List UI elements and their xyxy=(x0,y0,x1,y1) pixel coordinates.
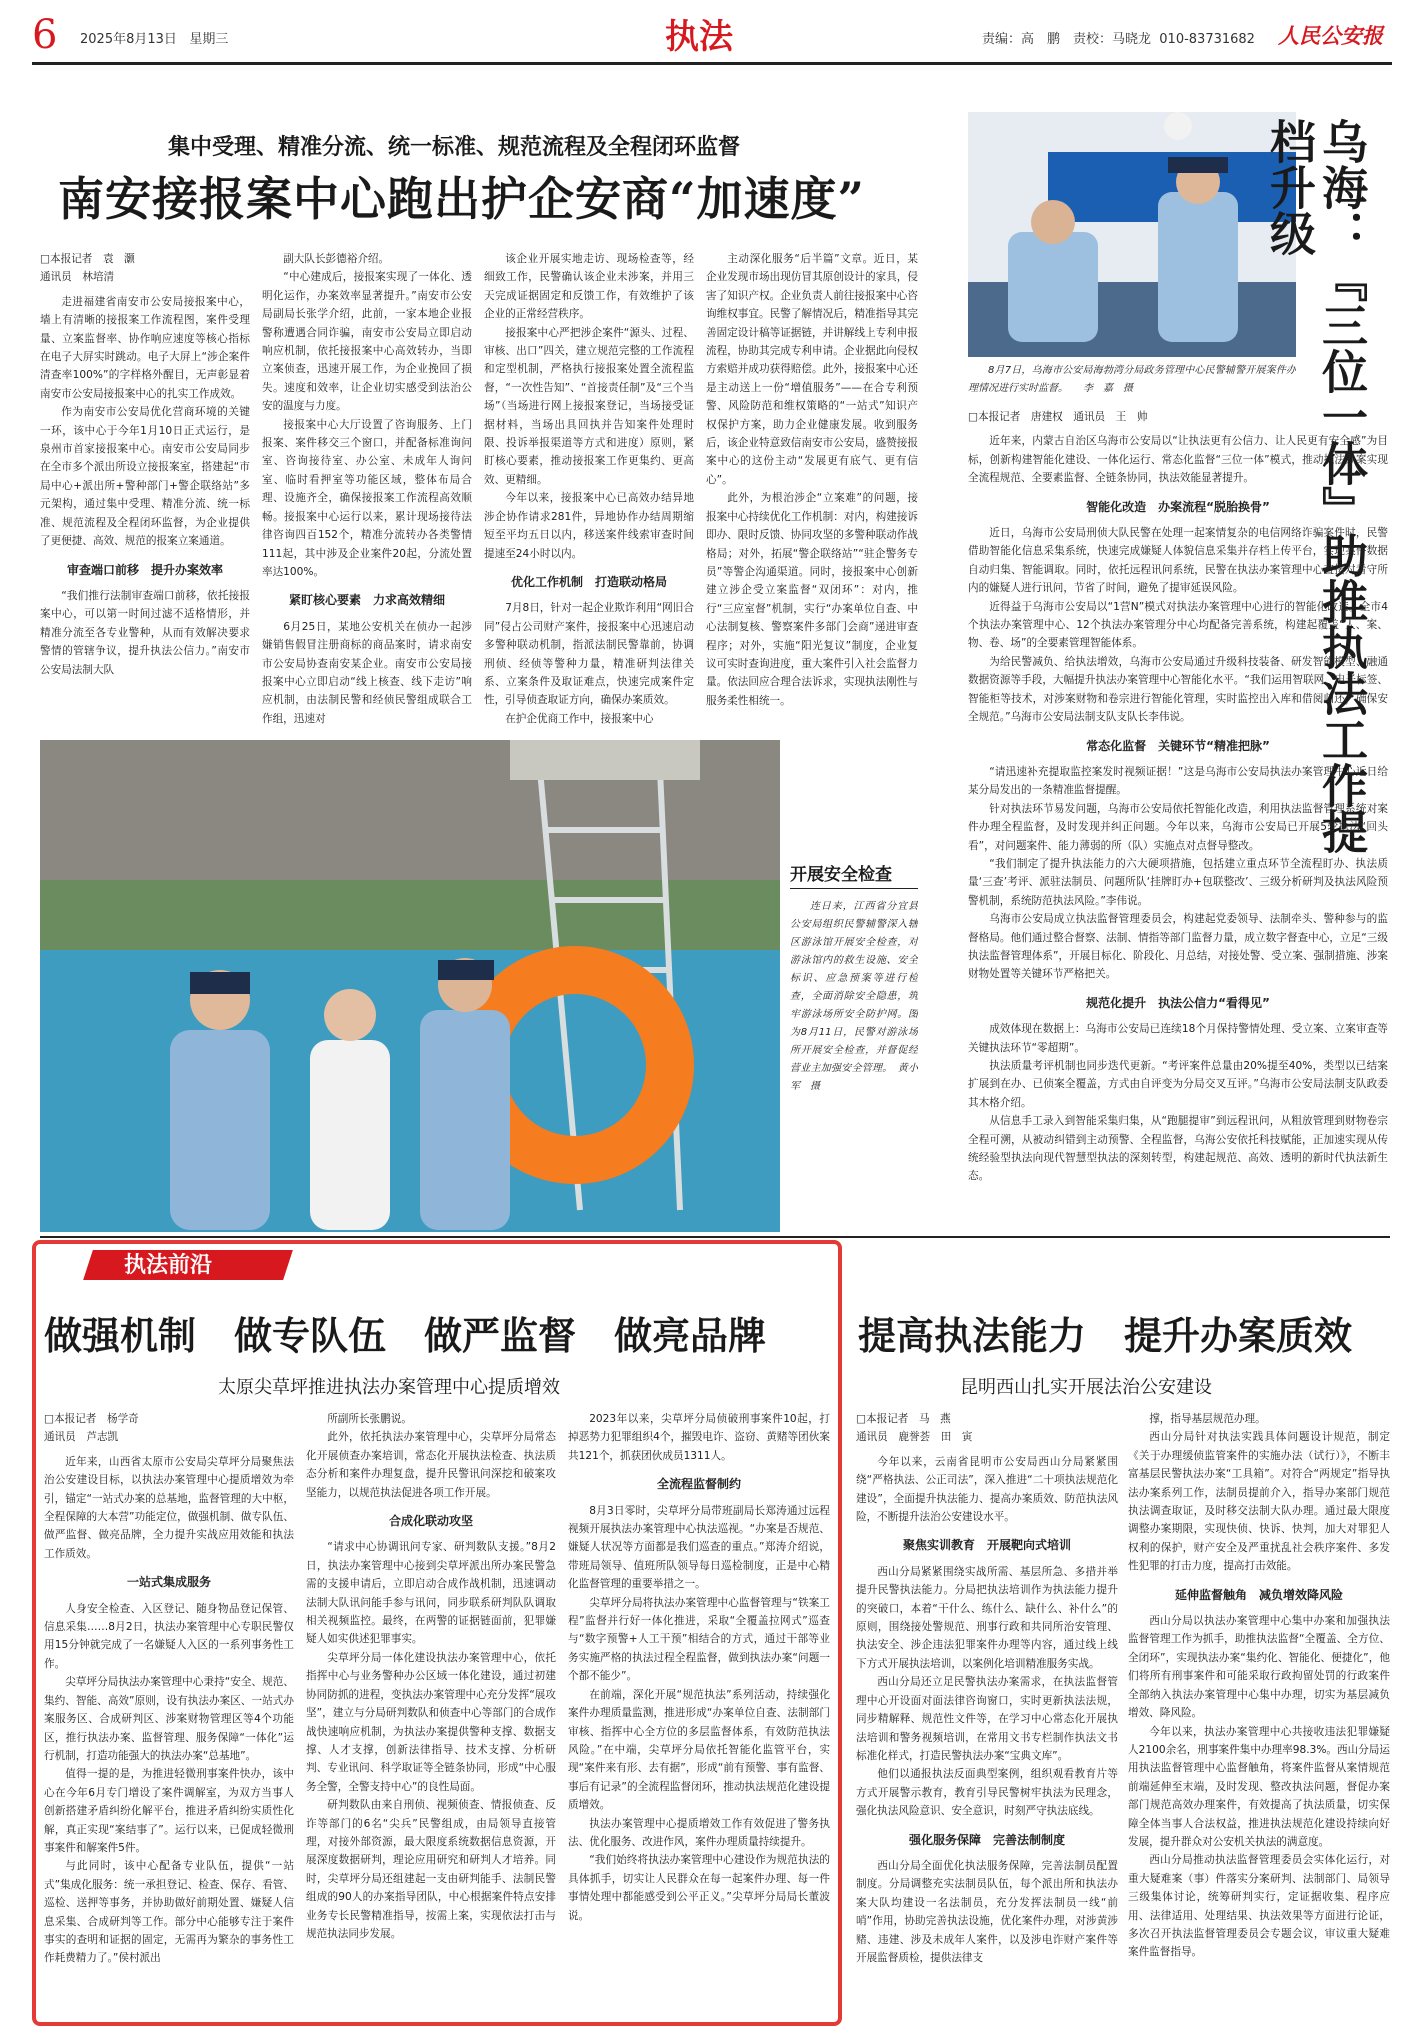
paragraph: 尖草坪分局将执法办案管理中心监督管理与“铁案工程”监督并行好一体化推进，采取“全覆盖拉网式”巡查与“数字预警+人工干预”相结合的方式，通过干部等业务实施严格的执法过程全程监督，做到执法办案“问题一个都不能少”。 xyxy=(568,1596,830,1683)
paragraph: 与此同时，该中心配备专业队伍，提供“一站式”集成化服务：统一承担登记、检查、保存、看管、巡检、送押等事务，并协助做好前期处置、嫌疑人信息采集、合成研判等工作。部分中心能够专注于案件事实的查明和证据的固定，无需再为繁杂的事务性工作耗费精力了。”侯村派出 xyxy=(44,1860,294,1965)
paragraph: 乌海市公安局成立执法监督管理委员会，构建起党委领导、法制牵头、警种参与的监督格局。他们通过整合督察、法制、情指等部门监督力量，成立数字督查中心，立足“三级执法监督管理体系”，开展目标化、阶段化、月总结，对接处警、受立案、强制措施、涉案财物处置等关键环节严格把关。 xyxy=(968,913,1388,981)
byline-correspondent: 通讯员 林培清 xyxy=(40,271,115,284)
paragraph: 他们以通报执法反面典型案例，组织观看教育片等方式开展警示教育，教育引导民警树牢执法为民理念，强化执法风险意识、安全意识，时刻严守执法底线。 xyxy=(856,1768,1118,1818)
frontline-headline: 做强机制 做专队伍 做严监督 做亮品牌 xyxy=(44,1313,767,1358)
paragraph: 近年来，内蒙古自治区乌海市公安局以“让执法更有公信力、让人民更有安全感”为目标，创新构建智能化建设、一体化运行、常态化监督“三位一体”模式，推动执法办案实现全流程规范、全要素监督、全链条协同，执法效能显著提升。 xyxy=(968,435,1388,485)
photo-illustration xyxy=(968,112,1296,357)
frontline-column-2 xyxy=(306,1410,556,2014)
paragraph: “请迅速补充提取监控案发时视频证据！”这是乌海市公安局执法办案管理中心近日给某分局发出的一条精准监督提醒。 xyxy=(968,765,1388,797)
paragraph: 接报案中心大厅设置了咨询服务、上门报案、案件移交三个窗口，并配备标准询问室、咨询接待室、办公室、未成年人询问室、临时看押室等功能区域，整体布局合理、设施齐全，确保接报案工作流程高效顺畅。接报案中心运行以来，累计现场接待法律咨询四百152个，精准分流转办各类警情111起，其中涉及企业案件20起，分流处置率达100%。 xyxy=(262,418,472,578)
article2-body xyxy=(968,408,1388,1228)
paragraph: 主动深化服务“后半篇”文章。近日，某企业发现市场出现仿冒其原创设计的家具，侵害了知识产权。企业负责人前往接报案中心咨询维权事宜。民警了解情况后，精准指导其完善固定设计稿等证据链，并讲解线上专利申报流程，协助其完成专利申请。企业据此向侵权方索赔并成功获得赔偿。此外，接报案中心还是主动送上一份“增值服务”——在合专利预警、风险防范和维权策略的“一站式”知识产权保护方案，助力企业健康发展。收到服务后，该企业特意致信南安市公安局，盛赞接报案中心的这份主动“发展更有底气、更有信心”。 xyxy=(706,253,918,486)
paragraph: 执法办案管理中心提质增效工作有效促进了警务执法、优化服务、改进作风，案件办理质量持续提升。 xyxy=(568,1817,830,1848)
paragraph: “我们推行法制审查端口前移，依托接报案中心，可以第一时间过滤不适格情形，并精准分流至各专业警种，从而有效解决要求警情的管辖争议，提升执法公信力。”南安市公安局法制大队 xyxy=(40,589,250,676)
subheading: 强化服务保障 完善法制制度 xyxy=(908,1832,1065,1847)
phone-text: 010-83731682 xyxy=(1159,32,1255,47)
paragraph: 从信息手工录入到智能采集归集，从“跑腿提审”到远程讯问，从粗放管理到财物卷宗全程可溯，从被动纠错到主动预警、全程监督，乌海公安依托科技赋能，正加速实现从传统经验型执法向现代智慧型执法的深刻转型，构建起规范、高效、透明的新时代执法新生态。 xyxy=(968,1115,1388,1183)
paragraph: 6月25日，某地公安机关在侦办一起涉嫌销售假冒注册商标的商品案时，请求南安市公安局协查南安某企业。南安市公安局接报案中心立即启动“线上核查、线下走访”响应机制，由法制民警和经侦民警组成联合工作组，迅速对 xyxy=(262,620,472,725)
page-number: 6 xyxy=(32,12,58,58)
paragraph: 针对执法环节易发问题，乌海市公安局依托智能化改造，利用执法监督管理系统对案件办理全程监督，及时发现并纠正问题。今年以来，乌海市公安局已开展5轮执法“回头看”，对问题案件、能力薄弱的所（队）实施点对点督导整改。 xyxy=(968,802,1388,852)
weekday-text: 星期三 xyxy=(189,32,229,47)
article2-headline: 乌海：『三位一体』助推执法工作提档升级 xyxy=(1263,118,1369,854)
paragraph: “中心建成后，接报案实现了一体化、透明化运作，办案效率显著提升。”南安市公安局副局长张学介绍，此前，一家本地企业报警称遭遇合同诈骗，南安市公安局立即启动响应机制，依托接报案中心高效转办，当即立案侦查，迅速开展工作，为企业挽回了损失。速度和效率，让企业切实感受到法治公安的温度与力度。 xyxy=(262,271,472,413)
paragraph: 近得益于乌海市公安局以“1营N”模式对执法办案管理中心进行的智能化改造。全市4个执法办案管理中心、12个执法办案管理分中心均配备完善系统，构建起覆盖“人、案、物、卷、场”的全要素管理智能体系。 xyxy=(968,600,1388,650)
paragraph: 执法质量考评机制也同步迭代更新。“考评案件总量由20%提至40%，类型以已结案扩展到在办、已侦案全覆盖，方式由自评变为分局交叉互评。”乌海市公安局法制支队政委其木格介绍。 xyxy=(968,1060,1388,1109)
subheading: 合成化联动攻坚 xyxy=(388,1514,473,1529)
newspaper-logo: 人民公安报 xyxy=(1278,23,1383,48)
paragraph: 2023年以来，尖草坪分局侦破刑事案件10起，打掉恶势力犯罪组织4个，摧毁电诈、盗窃、黄赌等团伙案共121个，抓获团伙成员1311人。 xyxy=(568,1413,830,1462)
article1-headline: 南安接报案中心跑出护企安商“加速度” xyxy=(58,172,865,226)
paragraph: 接报案中心严把涉企案件“源头、过程、审核、出口”四关，建立规范完整的工作流程和定型机制，严格执行接报案处置全流程监督，“一次性告知”、“首接责任制”及“三个当场”（当场进行网上接报案登记，当场接受证据材料，当场出具回执并告知案件处理时限、投诉举报渠道等方式和进度）原则，紧盯核心要素，推动接报案工作更集约、更高效、更精细。 xyxy=(484,326,694,486)
photo-illustration xyxy=(40,740,780,1232)
article3-subhead: 昆明西山扎实开展法治公安建设 xyxy=(960,1377,1212,1398)
paragraph: 今年以来，接报案中心已高效办结异地涉企协作请求281件，异地协作办结周期缩短至平均五日以内，移送案件线索审查时间提速至24小时以内。 xyxy=(484,492,694,560)
frontline-column-3 xyxy=(568,1410,830,2014)
photo2-title-rule xyxy=(790,888,918,889)
subheading: 优化工作机制 打造联动格局 xyxy=(510,574,667,589)
byline xyxy=(856,1410,1118,1447)
paragraph: 西山分局紧紧围绕实战所需、基层所急、多措并举提升民警执法能力。分局把执法培训作为执法能力提升的突破口，本着“干什么、练什么、缺什么、补什么”的原则，围绕接处警规范、刑事行政和共同所治安管理、执法安全、涉企违法犯罪案件办理等内容，通过线上线下方式开展执法培训，以案例化培训精准服务实战。 xyxy=(856,1565,1118,1670)
paragraph: 西山分局针对执法实践具体问题设计规范，制定《关于办理缓侦监管案件的实施办法（试行）》，不断丰富基层民警执法办案“工具箱”。对符合“两规定”指导执法办案系列工作，法制员提前介入，指导办案部门规范执法调查取证，及时移交法制大队办理。通过最大限度调整办案期限，实现快侦、快诉、快判，加大对罪犯人权利的保护，财产安全及严重扰乱社会秩序案件、多发性犯罪的打击力度，提高打击效能。 xyxy=(1128,1431,1390,1573)
paragraph: 撑，指导基层规范办理。 xyxy=(1149,1413,1266,1425)
paragraph: 西山分局推动执法监督管理委员会实体化运行，对重大疑难案（事）件落实分案研判、法制部门、局领导三级集体讨论，统筹研判实行，定证据收集、程序应用、法律适用、处理结果、执法效果等方面进行论证，多次召开执法监督管理委员会专题会议，审议重大疑难案件监督指导。 xyxy=(1128,1854,1390,1959)
pool-safety-photo xyxy=(40,740,780,1232)
frontline-column-1 xyxy=(44,1410,294,2014)
date-text: 2025年8月13日 xyxy=(80,32,177,47)
article1-kicker: 集中受理、精准分流、统一标准、规范流程及全程闭环监督 xyxy=(168,134,741,160)
paragraph: 今年以来，执法办案管理中心共接收违法犯罪嫌疑人2100余名，刑事案件集中办理率98.3%。西山分局运用执法监督管理中心监督触角，将案件监督从案情规范前端延伸至末端，及时发现、整改执法问题，督促办案部门规范高效办理案件，有效提高了执法质量，切实保障全体当事人合法权益，推进执法规范化建设持续向好发展，提升群众对公安机关执法的满意度。 xyxy=(1128,1725,1390,1848)
byline-reporter: □本报记者 杨学奇 xyxy=(44,1413,139,1425)
article3-column-1 xyxy=(856,1410,1118,2014)
paragraph: 该企业开展实地走访、现场检查等，经细致工作，民警确认该企业未涉案，并用三天完成证据固定和反馈工作，有效维护了该企业的正常经营秩序。 xyxy=(484,253,694,321)
middle-rule xyxy=(40,1236,1390,1238)
byline: □本报记者 唐建权 通讯员 王 帅 xyxy=(968,411,1148,423)
byline-correspondent: 通讯员 芦志凯 xyxy=(44,1431,119,1444)
paragraph: 值得一提的是，为推进轻微刑事案件快办，该中心在今年6月专门增设了案件调解室，为双方当事人创新搭建矛盾纠纷化解平台，推进矛盾纠纷实质性化解，真正实现“案结事了”。运行以来，已促成轻微刑事案件和解案件5件。 xyxy=(44,1768,294,1854)
subheading: 智能化改造 办案流程“脱胎换骨” xyxy=(1086,499,1270,514)
header-rule xyxy=(32,62,1392,65)
article3-column-2 xyxy=(1128,1410,1390,2014)
subheading: 延伸监督触角 减负增效降风险 xyxy=(1174,1587,1343,1602)
paragraph: 为给民警减负、给执法增效，乌海市公安局通过升级科技装备、研发智能模型、融通数据资源等手段，大幅提升执法办案管理中心智能化水平。“我们运用智联网、电子标签、智能柜等技术，对涉案财物和卷宗进行智能化管理，实时监控出入库和借阅归还，确保安全规范。”乌海市公安局法制支队支队长李伟说。 xyxy=(968,655,1388,724)
subheading: 聚焦实训教育 开展靶向式培训 xyxy=(902,1538,1071,1553)
subheading: 常态化监督 关键环节“精准把脉” xyxy=(1086,738,1270,753)
byline xyxy=(44,1410,294,1447)
editor-credits xyxy=(982,28,1255,47)
paragraph: 研判数队由来自刑侦、视频侦查、情报侦查、反诈等部门的6名“尖兵”民警组成，由局领导直接管理，对接外部资源，最大限度系统数据信息资源，开展深度数据研判，理论应用研究和研判人才培养。同时，尖草坪分局还组建起一支由研判能手、法制民警组成的90人的办案指导团队，中心根据案件特点安排业务专长民警精准指导，按需上案，实现依法打击与规范执法同步发展。 xyxy=(306,1799,556,1940)
paragraph: 此外，依托执法办案管理中心，尖草坪分局常态化开展侦查办案培训，常态化开展执法检查、执法质态分析和案件办理复盘，提升民警讯问深挖和破案攻坚能力，以规范执法促进各项工作开展。 xyxy=(306,1431,556,1499)
paragraph: 在护企优商工作中，接报案中心 xyxy=(505,712,654,725)
paragraph: 西山分局还立足民警执法办案需求，在执法监督管理中心开设面对面法律咨询窗口，实时更新执法法规，同步精解释、规范性文件等，在学习中心常态化开展执法培训和警务视频培训，在常用文书专栏制作执法文书标准化样式，打造民警执法办案“宝典文库”。 xyxy=(856,1676,1118,1762)
paragraph: 在前端，深化开展“规范执法”系列活动，持续强化案件办理质量监测，推进形成“办案单位自查、法制部门审核、指挥中心全方位的多层监督体系，有效防范执法风险。”在中端，尖草坪分局依托智能化监管平台，实现“案件来有形、去有据”，形成“前有预警、事有监督、事后有记录”的全流程监督闭环，推动执法规范化建设提质增效。 xyxy=(568,1688,830,1812)
paragraph: 近日，乌海市公安局刑侦大队民警在处理一起案情复杂的电信网络诈骗案件时，民警借助智能化信息采集系统，快速完成嫌疑人体貌信息采集并存档上传平台，实现案件数据自动归集、智能调取。同时，依托远程讯问系统，民警在执法办案管理中心直接对看守所内的嫌疑人进行讯问，节省了时间，避免了提审延误风险。 xyxy=(968,527,1388,595)
photo2-title: 开展安全检查 xyxy=(790,865,892,885)
paragraph: 尖草坪分局一体化建设执法办案管理中心，依托指挥中心与业务警种办公区域一体化建设，通过初建协同防抓的进程，变执法办案管理中心充分发挥“展攻坚”，建立与分局研判数队和侦查中心等部门的合成作战快速响应机制，为执法办案提供警种支撑、数据支撑、人才支撑，创新法律指导、技术支撑、分析研判、专业讯问、科学取证等全链条协同，形成“中心服务全警，全警支持中心”的良性局面。 xyxy=(306,1651,556,1793)
byline-reporter: □本报记者 袁 灏 xyxy=(40,253,135,265)
editors-text: 责编：高 鹏 责校：马晓龙 xyxy=(982,32,1152,47)
paragraph: 近年来，山西省太原市公安局尖草坪分局聚焦法治公安建设目标，以执法办案管理中心提质增效为牵引，锚定“一站式办案的总基地，监督管理的大中枢，全程保障的大本营”功能定位，做强机制、做专队伍、做严监督、做亮品牌，全力提升实战应用效能和执法工作质效。 xyxy=(44,1455,294,1560)
section-title: 执法 xyxy=(665,17,733,57)
paragraph: 走进福建省南安市公安局接报案中心，墙上有清晰的接报案工作流程图，案件受理量、立案监督率、协作响应速度等核心指标在电子大屏实时跳动。电子大屏上“涉企案件清查率100%”的字样格外醒目，无声彰显着南安市公安局接报案中心的扎实工作成效。 xyxy=(40,295,250,400)
byline-correspondent: 通讯员 鹿誉荟 田 寅 xyxy=(856,1431,973,1444)
frontline-subhead: 太原尖草坪推进执法办案管理中心提质增效 xyxy=(218,1377,560,1398)
paragraph: 今年以来，云南省昆明市公安局西山分局紧紧围绕“严格执法、公正司法”，深入推进“二十项执法规范化建设”，全面提升执法能力、提高办案质效、防范执法风险，不断提升法治公安建设水平。 xyxy=(856,1455,1118,1524)
wuhai-supervision-photo xyxy=(968,112,1296,357)
subheading: 紧盯核心要素 力求高效精细 xyxy=(288,593,445,608)
paragraph: “请求中心协调讯问专家、研判数队支援。”8月2日，执法办案管理中心接到尖草坪派出所办案民警急需的支援申请后，立即启动合成作战机制，迅速调动法制大队讯问能手参与讯问，同步联系研判队队调取相关视频监控。最终，在两警的证据链面前，犯罪嫌疑人如实供述犯罪事实。 xyxy=(306,1541,556,1646)
paragraph: 7月8日，针对一起企业欺诈利用“网旧合同”侵占公司财产案件，接报案中心迅速启动多警种联动机制，指派法制民警靠前，协调刑侦、经侦等警种力量，精准研判法律关系、立案条件及取证难点，快速完成案件定性，引导侦查取证方向，确保办案质效。 xyxy=(484,602,694,707)
paragraph: 8月3日零时，尖草坪分局带班副局长郑涛通过远程视频开展执法办案管理中心执法巡视。“办案是否规范、嫌疑人状况等方面都是我们巡查的重点。”郑涛介绍说，带班局领导、值班所队领导每日巡检制度，正是中心精化监督管理的重要举措之一。 xyxy=(568,1504,830,1591)
article1-column-3 xyxy=(484,250,694,730)
photo2-caption: 连日来，江西省分宜县公安局组织民警辅警深入辖区游泳馆开展安全检查，对游泳馆内的救生设施、安全标识、应急预案等进行检查，全面消除安全隐患，筑牢游泳场所安全防护网。图为8月11日，民警对游泳场所开展安全检查，并督促经营业主加强安全管理。 黄小军 摄 xyxy=(790,901,918,1092)
paragraph: 尖草坪分局执法办案管理中心秉持“安全、规范、集约、智能、高效”原则，设有执法办案区、一站式办案服务区、合成研判区、涉案财物管理区等4个功能区，推行执法办案、监督管理、服务保障“一体化”运行机制，打造功能强大的执法办案“总基地”。 xyxy=(44,1676,294,1762)
paragraph: 副大队长彭德裕介绍。 xyxy=(283,253,390,265)
subheading: 一站式集成服务 xyxy=(126,1575,211,1590)
article1-column-2 xyxy=(262,250,472,730)
paragraph: 西山分局全面优化执法服务保障，完善法制员配置制度。分局调整充实法制员队伍，每个派出所和执法办案大队均建设一名法制员，充分发挥法制员一线“前哨”作用，协助完善执法设施，优化案件办理，对涉黄涉赌、违建、涉及未成年人案件，以及涉电诈财产案件等开展监督质检，提供法律支 xyxy=(856,1859,1118,1964)
paragraph: “我们制定了提升执法能力的六大硬项措施，包括建立重点环节全流程盯办、执法质量‘三查’考评、派驻法制员、问题所队‘挂牌盯办+包联整改’、三级分析研判及执法风险预警机制，系统防范执法风险。”李伟说。 xyxy=(968,857,1388,907)
frontline-label: 执法前沿 xyxy=(124,1252,213,1278)
paragraph: 西山分局以执法办案管理中心集中办案和加强执法监督管理工作为抓手，助推执法监督“全覆盖、全方位、全闭环”，实现执法办案“集约化、智能化、便捷化”，他们将所有刑事案件和可能采取行政拘留处罚的行政案件全部纳入执法办案管理中心集中办理，切实为基层减负增效、降风险。 xyxy=(1128,1615,1390,1720)
byline-reporter: □本报记者 马 燕 xyxy=(856,1413,951,1425)
paragraph: 成效体现在数据上：乌海市公安局已连续18个月保持警情处理、受立案、立案审查等关键执法环节“零超期”。 xyxy=(968,1023,1388,1054)
article3-headline: 提高执法能力 提升办案质效 xyxy=(858,1313,1353,1358)
paragraph: 作为南安市公安局优化营商环境的关键一环，该中心于今年1月10日正式运行，是泉州市首家接报案中心。南安市公安局同步在全市多个派出所设立接报案室，搭建起“市局中心+派出所+警种部门+警企联络站”多元架构，通过集中受理、精准分流、统一标准、规范流程及全程闭环监督，为企业提供了更便捷、高效、规范的报案立案通道。 xyxy=(40,406,250,548)
paragraph: “我们始终将执法办案管理中心建设作为规范执法的具体抓手，切实让人民群众在每一起案件办理、每一件事情处理中都能感受到公平正义。”尖草坪分局局长董波说。 xyxy=(568,1854,830,1922)
article1-column-4 xyxy=(706,250,918,730)
paragraph: 此外，为根治涉企“立案难”的问题，接报案中心持续优化工作机制：对内，构建接诉即办、限时反馈、协同攻坚的多警种联动作战格局；对外，拓展“警企联络站”“驻企警务专员”等警企沟通渠道。同时，接报案中心创新建立涉企受立案监督“双闭环”：对内，推行“三应室督”机制，实行“办案单位自查、中心法制复核、警察案件多部门会商”递进审查程序；对外，实施“阳光复议”制度，企业复议可实时查询进度，重大案件引入社会监督力量。依法回应合理合法诉求，实现执法刚性与服务柔性相统一。 xyxy=(706,492,918,707)
issue-date xyxy=(80,28,228,47)
subheading: 全流程监督制约 xyxy=(656,1477,741,1492)
subheading: 审查端口前移 提升办案效率 xyxy=(66,562,223,577)
paragraph: 人身安全检查、入区登记、随身物品登记保管、信息采集……8月2日，执法办案管理中心专职民警仅用15分钟就完成了一名嫌疑人入区的一系列事务性工作。 xyxy=(44,1602,294,1670)
article1-column-1 xyxy=(40,250,250,730)
photo1-caption: 8月7日，乌海市公安局海勃湾分局政务管理中心民警辅警开展案件办理情况进行实时监督。 李 嘉 摄 xyxy=(968,365,1296,394)
subheading: 规范化提升 执法公信力“看得见” xyxy=(1086,995,1270,1010)
paragraph: 所副所长张鹏说。 xyxy=(327,1413,412,1425)
byline xyxy=(40,250,250,287)
